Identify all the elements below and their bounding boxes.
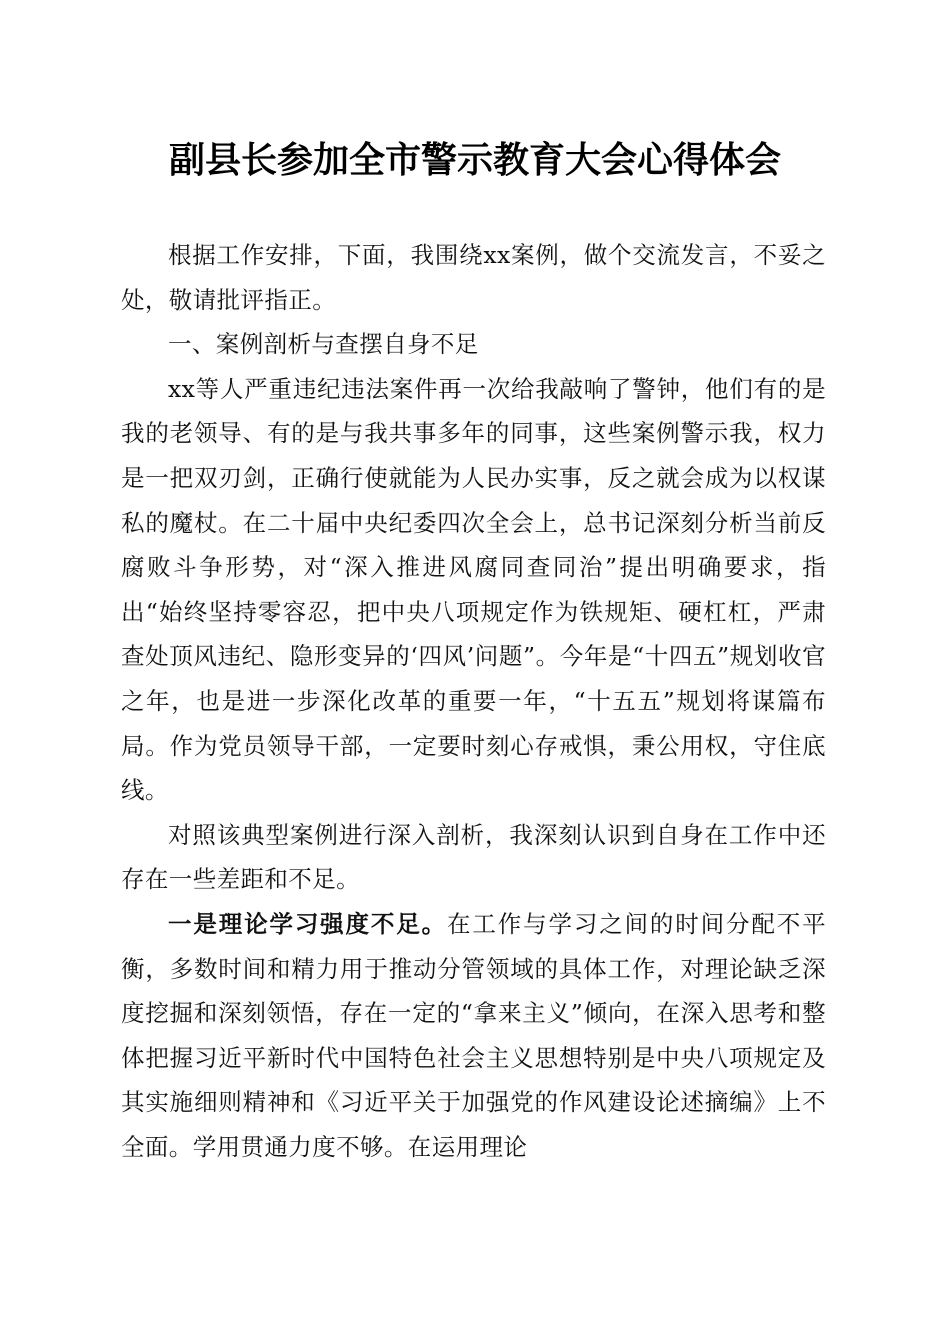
self-examination-paragraph: 对照该典型案例进行深入剖析，我深刻认识到自身在工作中还存在一些差距和不足。 [121,820,826,894]
intro-paragraph: 根据工作安排，下面，我围绕xx案例，做个交流发言，不妥之处，敬请批评指正。 [121,241,826,314]
point-one-body: 在工作与学习之间的时间分配不平衡，多数时间和精力用于推动分管领域的具体工作，对理论缺乏深度挖掘和深刻领悟，存在一定的“拿来主义”倾向，在深入思考和整体把握习近平新时代中国特色社会主义思想特别是中央八项规定及其实施细则精神和《习近平关于加强党的作风建设论述摘编》上不全面。学用贯通力度不够。在运用理论 [121,909,827,1161]
section-heading: 一、案例剖析与查摆自身不足 [168,330,479,359]
case-analysis-paragraph: xx等人严重违纪违法案件再一次给我敲响了警钟，他们有的是我的老领导、有的是与我共事多年的同事，这些案例警示我，权力是一把双刃剑，正确行使就能为人民办实事，反之就会成为以权谋私的魔杖。在二十届中央纪委四次全会上，总书记深刻分析当前反腐败斗争形势，对“深入推进风腐同查同治”提出明确要求，指出“始终坚持零容忍，把中央八项规定作为铁规矩、硬杠杠，严肃查处顶风违纪、隐形变异的‘四风’问题”。今年是“十四五”规划收官之年，也是进一步深化改革的重要一年，“十五五”规划将谋篇布局。作为党员领导干部，一定要时刻心存戒惧，秉公用权，守住底线。 [121,374,826,805]
point-one-paragraph [121,902,826,1170]
document-body [121,233,826,1169]
point-one-lead: 一是理论学习强度不足。 [168,909,448,938]
page-title: 副县长参加全市警示教育大会心得体会 [168,139,781,181]
